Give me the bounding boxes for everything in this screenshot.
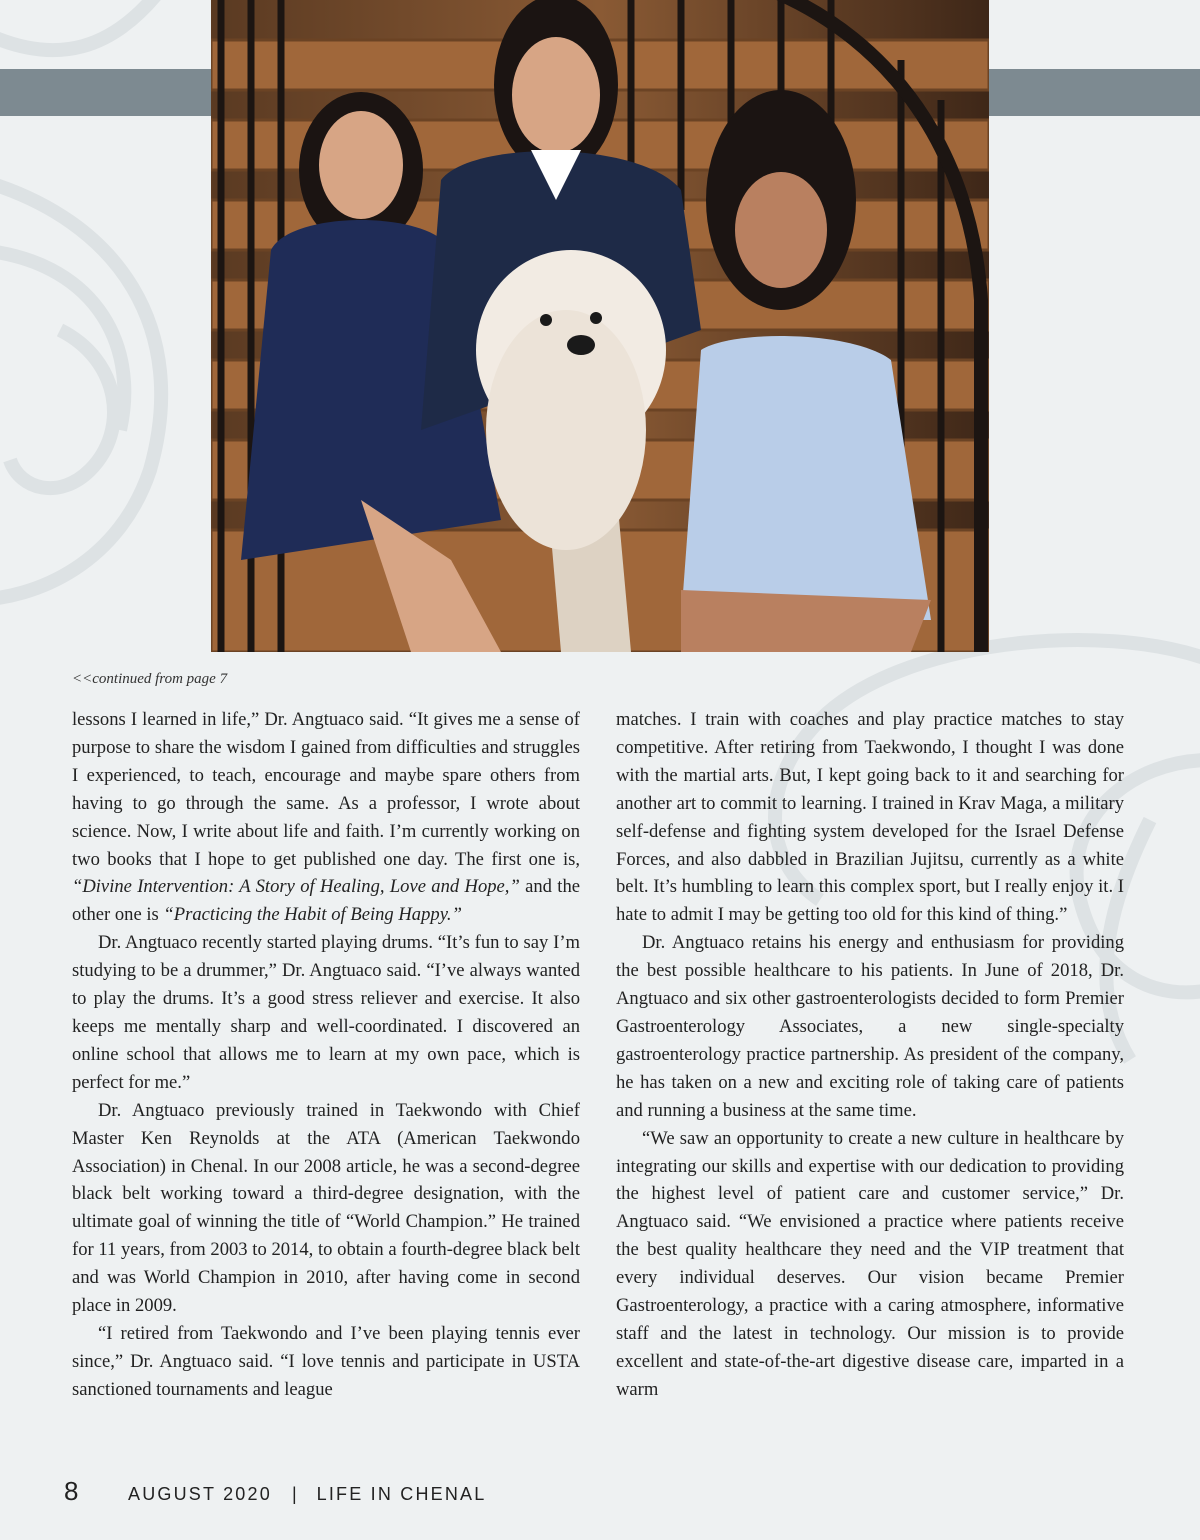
- paragraph-text: and the other one is: [72, 876, 581, 926]
- paragraph-text: “We saw an opportunity to create a new culture in healthcare by integrating our skills and expertise with our dedication to providing the highest level of patient care and customer service,” Dr. Angtuaco said. “We envisioned a practice where patients receive the best quality healthcare they need and the VIP treatment that every individual deserves. Our vision became Premier Gastroenterology, a practice with a caring atmosphere, informative staff and the latest in technology. Our mission is to provide excellent and state-of-the-art digestive disease care, imparted in a warm: [616, 1127, 1124, 1400]
- paragraph-text: Dr. Angtuaco retains his energy and enthusiasm for providing the best possible healthcare to his patients. In June of 2018, Dr. Angtuaco and six other gastroenterologists decided to form Premier Gastroenterology Associates, a new single-specialty gastroenterology practice partnership. As president of the company, he has taken on a new and exciting role of taking care of patients and running a business at the same time.: [616, 932, 1124, 1121]
- book-title-text: “Divine Intervention: A Story of Healing, Love and Hope,”: [72, 876, 520, 898]
- article-paragraph: [72, 706, 580, 929]
- paragraph-text: Dr. Angtuaco recently started playing drums. “It’s fun to say I’m studying to be a drummer,” Dr. Angtuaco said. “I’ve always wanted to play the drums. It’s a good stress reliever and exercise. It also keeps me mentally sharp and well-coordinated. I discovered an online school that allows me to learn at my own pace, which is perfect for me.”: [72, 932, 580, 1093]
- top-accent-bar-right: [989, 69, 1200, 116]
- article-column-left: [72, 706, 580, 1404]
- continued-from-note: <<continued from page 7: [72, 671, 228, 687]
- paragraph-text: lessons I learned in life,” Dr. Angtuaco said. “It gives me a sense of purpose to share the wisdom I gained from difficulties and struggles I experienced, to teach, encourage and maybe spare others from having to go through the same. As a professor, I wrote about science. Now, I write about life and faith. I’m currently working on two books that I hope to get published one day. The first one is,: [72, 709, 580, 870]
- article-paragraph: [72, 929, 580, 1096]
- page-footer: [64, 1476, 486, 1516]
- book-title-text: “Practicing the Habit of Being Happy.”: [163, 904, 462, 926]
- article-paragraph: [72, 1097, 580, 1320]
- page-number: 8: [64, 1476, 79, 1506]
- top-accent-bar-left: [0, 69, 211, 116]
- footer-separator: |: [291, 1484, 297, 1504]
- paragraph-text: Dr. Angtuaco previously trained in Taekwondo with Chief Master Ken Reynolds at the ATA (American Taekwondo Association) in Chenal. In our 2008 article, he was a second-degree black belt working toward a third-degree designation, with the ultimate goal of winning the title of “World Champion.” He trained for 11 years, from 2003 to 2014, to obtain a fourth-degree black belt and was World Champion in 2010, after having come in second place in 2009.: [72, 1099, 580, 1317]
- magazine-name: LIFE IN CHENAL: [316, 1484, 487, 1504]
- article-column-right: [616, 706, 1124, 1404]
- article-paragraph: [616, 929, 1124, 1124]
- issue-date: AUGUST 2020: [128, 1484, 272, 1504]
- article-paragraph: [72, 1320, 580, 1404]
- paragraph-text: “I retired from Taekwondo and I’ve been playing tennis ever since,” Dr. Angtuaco said. “I love tennis and participate in USTA sanctioned tournaments and league: [72, 1322, 580, 1400]
- article-paragraph: [616, 706, 1124, 929]
- paragraph-text: matches. I train with coaches and play practice matches to stay competitive. After retiring from Taekwondo, I thought I was done with the martial arts. But, I kept going back to it and searching for another art to commit to learning. I trained in Krav Maga, a military self-defense and fighting system developed for the Israel Defense Forces, and also dabbled in Brazilian Jujitsu, currently as a white belt. It’s humbling to learn this complex sport, but I really enjoy it. I hate to admit I may be getting too old for this kind of thing.”: [616, 709, 1124, 926]
- article-paragraph: [616, 1125, 1124, 1404]
- family-portrait-photo: [211, 0, 989, 652]
